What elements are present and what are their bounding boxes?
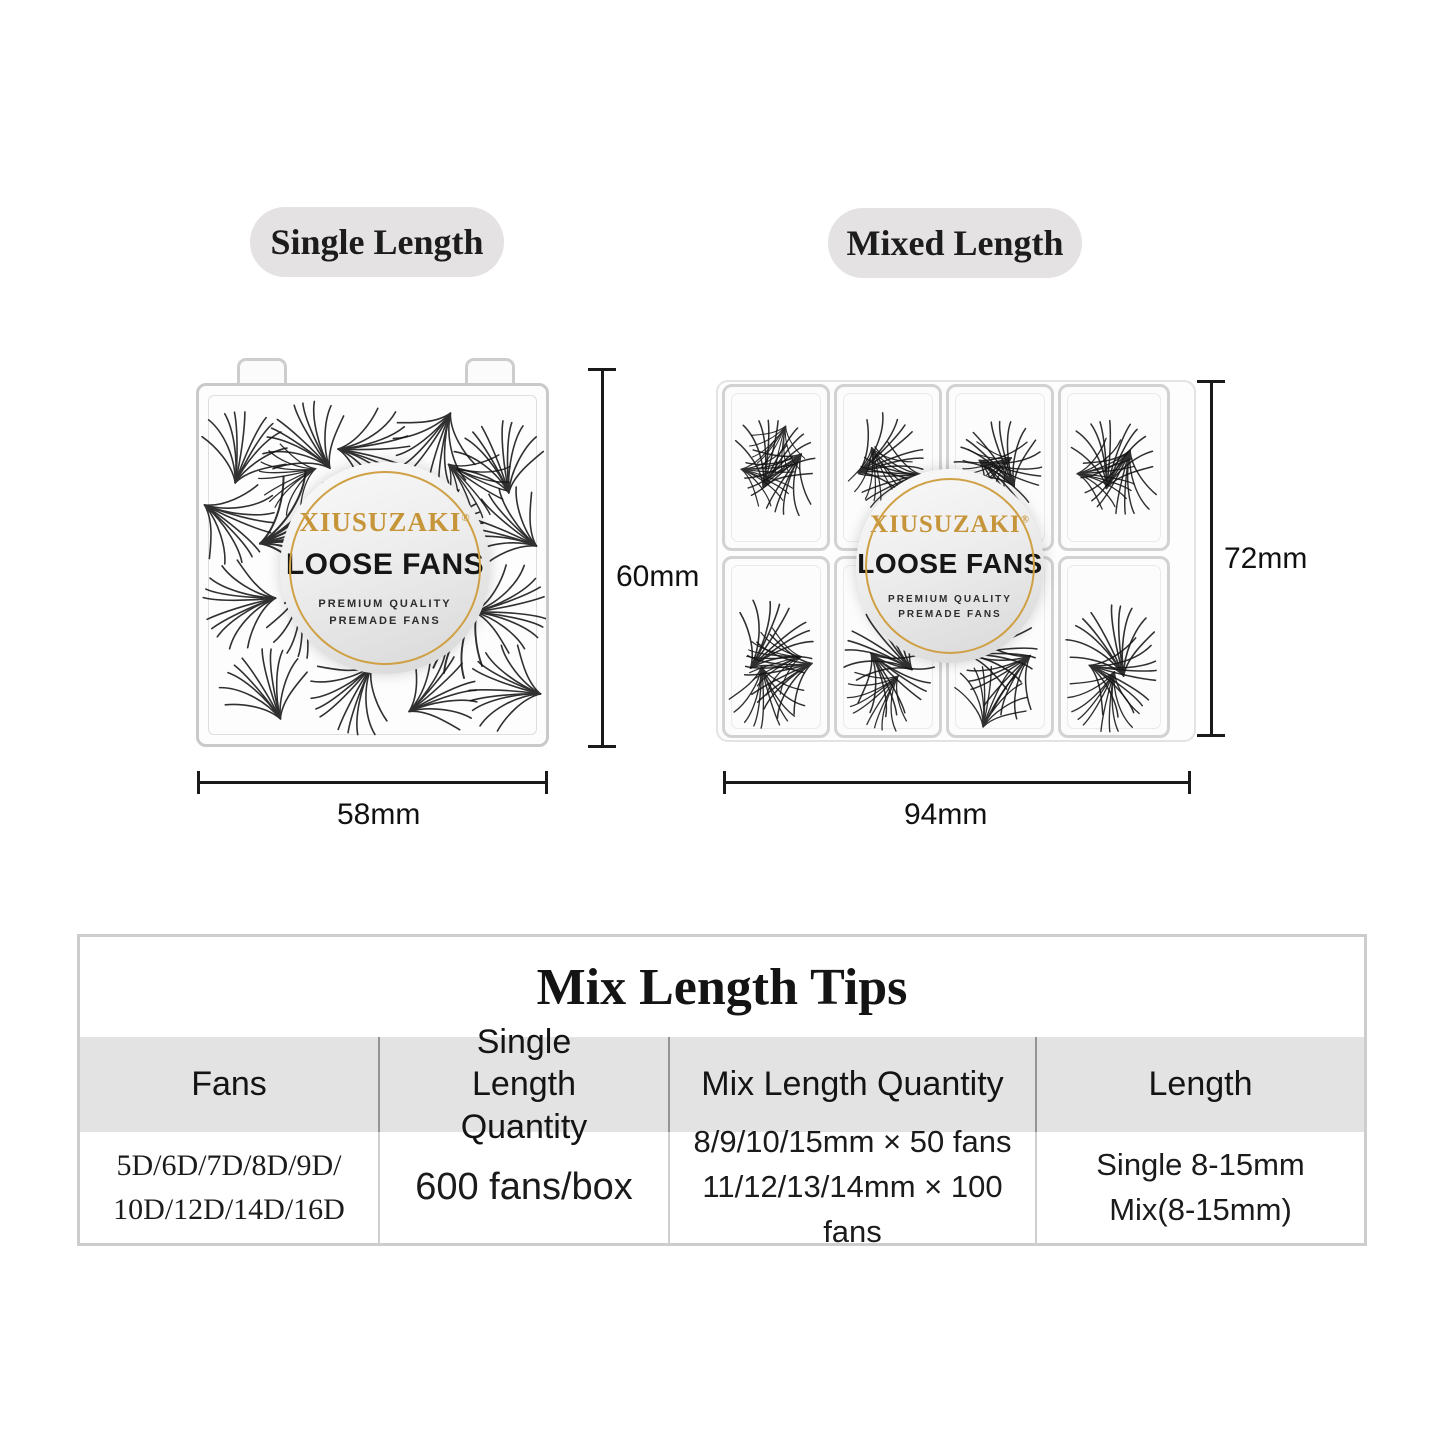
col-header-fans: Fans (191, 1065, 267, 1104)
dimension-cap (723, 771, 726, 794)
registered-mark: ® (461, 512, 471, 524)
product-name: LOOSE FANS (285, 548, 485, 581)
col-header-length: Length (1035, 1037, 1364, 1132)
table-title: Mix Length Tips (536, 958, 908, 1016)
tagline-line2: PREMADE FANS (898, 608, 1002, 620)
brand-label-single-box (280, 462, 490, 674)
compartment (722, 556, 830, 738)
brand-label-mixed-box (856, 469, 1044, 663)
lash-clumps-graphic (725, 559, 827, 735)
col-header-mix-length-quantity: Mix Length Quantity (668, 1037, 1035, 1132)
single-quantity-value: 600 fans/box (415, 1165, 633, 1208)
mix-quantity-line1: 8/9/10/15mm × 50 fans (693, 1124, 1012, 1160)
registered-mark: ® (1020, 513, 1030, 526)
brand-name: XIUSUZAKI® (870, 510, 1030, 538)
cell-length (1035, 1132, 1364, 1243)
fans-line1: 5D/6D/7D/8D/9D/ (116, 1149, 342, 1182)
dimension-cap (1188, 771, 1191, 794)
col-header-single-length-quantity: Single Length Quantity (378, 1037, 668, 1132)
length-line2: Mix(8-15mm) (1109, 1191, 1292, 1227)
spec-table (77, 934, 1367, 1249)
single-width-dimension-line (197, 781, 548, 784)
cell-mix-length-quantity (668, 1124, 1035, 1249)
mixed-height-dimension-label: 72mm (1224, 542, 1308, 575)
dimension-cap (545, 771, 548, 794)
gold-ring (289, 471, 481, 665)
mixed-height-dimension-line (1210, 381, 1213, 737)
tagline-line1: PREMIUM QUALITY (318, 598, 452, 610)
dimension-cap (1197, 734, 1225, 737)
single-length-badge-label: Single Length (270, 222, 484, 262)
brand-name: XIUSUZAKI® (299, 507, 471, 537)
mix-quantity-line2: 11/12/13/14mm × 100 fans (702, 1169, 1003, 1249)
lash-clumps-graphic (1061, 559, 1167, 735)
dimension-cap (197, 771, 200, 794)
single-width-dimension-label: 58mm (337, 798, 421, 831)
single-height-dimension-label: 60mm (616, 560, 700, 593)
compartment (722, 384, 830, 551)
single-length-badge (250, 207, 504, 277)
mixed-length-badge-label: Mixed Length (846, 223, 1064, 263)
compartment (1058, 556, 1170, 738)
mixed-width-dimension-line (723, 781, 1191, 784)
product-name: LOOSE FANS (857, 547, 1043, 579)
mixed-length-badge (828, 208, 1082, 278)
fans-line2: 10D/12D/14D/16D (113, 1192, 345, 1226)
tagline-line1: PREMIUM QUALITY (888, 593, 1012, 605)
dimension-cap (588, 368, 616, 371)
dimension-cap (1197, 380, 1225, 383)
cell-single-length-quantity (378, 1132, 668, 1243)
dimension-cap (588, 745, 616, 748)
mixed-width-dimension-label: 94mm (904, 798, 988, 831)
lash-clumps-graphic (725, 387, 827, 548)
gold-ring (865, 478, 1035, 654)
table-data-row (80, 1124, 1364, 1249)
box-hinge-right (465, 358, 515, 385)
length-line1: Single 8-15mm (1096, 1146, 1305, 1182)
lash-clumps-graphic (1061, 387, 1167, 548)
single-height-dimension-line (601, 370, 604, 748)
box-hinge-left (237, 358, 287, 385)
tagline-line2: PREMADE FANS (329, 614, 441, 627)
compartment (1058, 384, 1170, 551)
cell-fans (80, 1132, 378, 1243)
